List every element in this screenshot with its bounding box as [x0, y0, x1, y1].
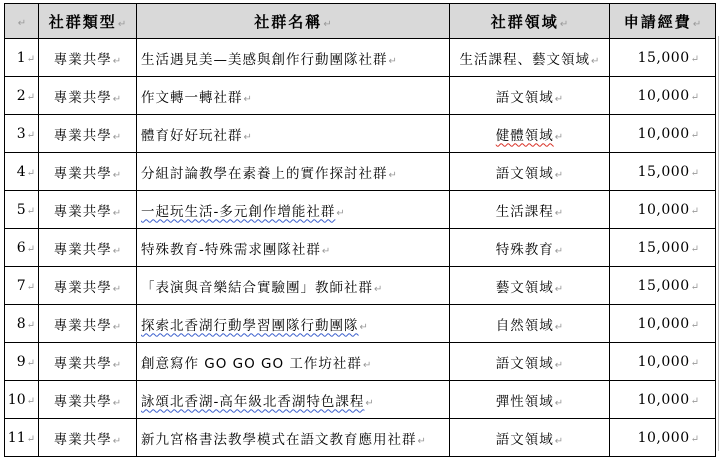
paragraph-mark-icon: ↵ [112, 55, 122, 67]
row-field[interactable] [450, 191, 610, 229]
page-edge-line [718, 36, 719, 451]
paragraph-mark-icon: ↵ [559, 18, 569, 30]
row-name-text: 新九宮格書法教學模式在語文教育應用社群 [141, 431, 417, 448]
table-row [5, 305, 716, 343]
row-field-text: 特殊教育 [495, 241, 554, 258]
paragraph-mark-icon: ↵ [112, 283, 122, 295]
row-name-text: 生活遇見美—美感與創作行動團隊社群 [141, 51, 388, 68]
paragraph-mark-icon: ↵ [112, 169, 122, 181]
row-type[interactable] [39, 115, 137, 153]
row-cost-text: 15,000 [637, 277, 690, 294]
paragraph-mark-icon: ↵ [690, 243, 699, 255]
row-field[interactable] [450, 419, 610, 457]
row-type-text: 專業共學 [53, 317, 112, 334]
row-cost[interactable] [610, 191, 716, 229]
row-cost-text: 10,000 [637, 315, 690, 332]
paragraph-mark-icon: ↵ [388, 169, 397, 181]
paragraph-mark-icon: ↵ [554, 283, 564, 295]
paragraph-mark-icon: ↵ [374, 283, 383, 295]
paragraph-mark-icon: ↵ [692, 18, 702, 30]
paragraph-mark-icon: ↵ [554, 397, 564, 409]
row-type-text: 專業共學 [53, 431, 112, 448]
paragraph-mark-icon: ↵ [362, 359, 372, 371]
row-type-text: 專業共學 [53, 51, 112, 68]
paragraph-mark-icon: ↵ [323, 18, 332, 30]
row-field-text: 語文領域 [495, 165, 554, 182]
paragraph-mark-icon: ↵ [690, 91, 699, 103]
paragraph-mark-icon: ↵ [690, 395, 699, 407]
row-type[interactable] [39, 419, 137, 457]
table-row [5, 267, 716, 305]
row-cost-text: 15,000 [637, 163, 690, 180]
row-index[interactable] [5, 153, 39, 191]
row-name[interactable] [137, 381, 450, 419]
table-row [5, 191, 716, 229]
paragraph-mark-icon: ↵ [690, 205, 699, 217]
row-index-text: 5 [16, 201, 26, 218]
row-field[interactable] [450, 153, 610, 191]
row-type[interactable] [39, 39, 137, 77]
row-cost[interactable] [610, 77, 716, 115]
paragraph-mark-icon: ↵ [690, 357, 699, 369]
paragraph-mark-icon: ↵ [26, 357, 35, 369]
row-field-text: 藝文領域 [495, 279, 554, 296]
row-cost[interactable] [610, 343, 716, 381]
row-field[interactable] [450, 115, 610, 153]
row-name[interactable] [137, 153, 450, 191]
row-index[interactable] [5, 115, 39, 153]
table-row [5, 229, 716, 267]
row-name[interactable] [137, 267, 450, 305]
row-type-text: 專業共學 [53, 241, 112, 258]
row-name[interactable] [137, 343, 450, 381]
row-name[interactable] [137, 191, 450, 229]
row-index[interactable] [5, 77, 39, 115]
row-type[interactable] [39, 343, 137, 381]
paragraph-mark-icon: ↵ [554, 169, 564, 181]
row-name-text: 分組討論教學在素養上的實作探討社群 [141, 165, 388, 182]
paragraph-mark-icon: ↵ [117, 18, 127, 30]
header-name[interactable]: 社群名稱↵ [137, 4, 450, 39]
row-index[interactable] [5, 39, 39, 77]
paragraph-mark-icon: ↵ [336, 207, 345, 219]
paragraph-mark-icon: ↵ [112, 397, 122, 409]
table-row [5, 153, 716, 191]
row-field[interactable] [450, 381, 610, 419]
row-type-text: 專業共學 [53, 203, 112, 220]
paragraph-mark-icon: ↵ [243, 131, 252, 143]
row-cost[interactable] [610, 115, 716, 153]
row-name-text: 「表演與音樂結合實驗團」教師社群 [141, 279, 373, 296]
row-name[interactable] [137, 229, 450, 267]
row-cost-text: 10,000 [637, 125, 690, 142]
row-index-text: 6 [16, 239, 26, 256]
paragraph-mark-icon: ↵ [112, 245, 122, 257]
header-type[interactable]: 社群類型↵ [39, 4, 137, 39]
row-cost-text: 10,000 [637, 353, 690, 370]
row-type-text: 專業共學 [53, 127, 112, 144]
row-cost[interactable] [610, 39, 716, 77]
header-field[interactable]: 社群領域↵ [450, 4, 610, 39]
row-field-text: 語文領域 [495, 89, 554, 106]
row-type-text: 專業共學 [53, 355, 112, 372]
row-index-text: 9 [16, 353, 26, 370]
row-field[interactable] [450, 229, 610, 267]
paragraph-mark-icon: ↵ [112, 93, 122, 105]
row-name-text: 創意寫作 GO GO GO 工作坊社群 [141, 355, 362, 372]
paragraph-mark-icon: ↵ [554, 359, 564, 371]
table-row [5, 77, 716, 115]
paragraph-mark-icon: ↵ [112, 435, 122, 447]
row-field-text: 生活課程 [495, 203, 554, 220]
row-name-text: 詠頌北香湖-高年級北香湖特色課程 [141, 393, 365, 410]
paragraph-mark-icon: ↵ [417, 435, 426, 447]
row-type[interactable] [39, 191, 137, 229]
row-type[interactable] [39, 153, 137, 191]
row-type-text: 專業共學 [53, 165, 112, 182]
document-table-container [4, 3, 715, 453]
row-index[interactable] [5, 343, 39, 381]
paragraph-mark-icon: ↵ [554, 321, 564, 333]
row-type[interactable] [39, 229, 137, 267]
paragraph-mark-icon: ↵ [690, 53, 699, 65]
header-cost[interactable]: 申請經費↵ [610, 4, 716, 39]
paragraph-mark-icon: ↵ [388, 55, 397, 67]
row-cost[interactable] [610, 229, 716, 267]
row-name[interactable] [137, 115, 450, 153]
paragraph-mark-icon: ↵ [554, 131, 564, 143]
row-cost-text: 10,000 [637, 429, 690, 446]
paragraph-mark-icon: ↵ [554, 435, 564, 447]
paragraph-mark-icon: ↵ [26, 319, 35, 331]
paragraph-mark-icon: ↵ [26, 433, 35, 445]
row-name[interactable] [137, 39, 450, 77]
row-index[interactable] [5, 191, 39, 229]
row-cost[interactable] [610, 419, 716, 457]
row-field[interactable] [450, 343, 610, 381]
paragraph-mark-icon: ↵ [365, 397, 374, 409]
row-index[interactable] [5, 305, 39, 343]
paragraph-mark-icon: ↵ [112, 321, 122, 333]
paragraph-mark-icon: ↵ [554, 93, 564, 105]
row-name[interactable] [137, 77, 450, 115]
row-cost-text: 10,000 [637, 87, 690, 104]
paragraph-mark-icon: ↵ [26, 167, 35, 179]
row-cost[interactable] [610, 267, 716, 305]
row-field-text: 語文領域 [495, 355, 554, 372]
paragraph-mark-icon: ↵ [690, 281, 699, 293]
row-index-text: 3 [16, 125, 26, 142]
row-index-text: 4 [16, 163, 26, 180]
row-type[interactable] [39, 305, 137, 343]
community-budget-table [4, 3, 716, 457]
row-name-text: 作文轉一轉社群 [141, 89, 243, 106]
row-field[interactable] [450, 267, 610, 305]
row-type[interactable] [39, 381, 137, 419]
row-cost-text: 15,000 [637, 49, 690, 66]
table-row [5, 419, 716, 457]
paragraph-mark-icon: ↵ [112, 131, 122, 143]
row-index-text: 10 [7, 391, 26, 408]
row-cost-text: 10,000 [637, 391, 690, 408]
table-row [5, 115, 716, 153]
row-type-text: 專業共學 [53, 393, 112, 410]
paragraph-mark-icon: ↵ [26, 91, 35, 103]
row-name-text: 探索北香湖行動學習團隊行動團隊 [141, 317, 359, 334]
row-type-text: 專業共學 [53, 279, 112, 296]
row-index[interactable] [5, 381, 39, 419]
row-name[interactable] [137, 305, 450, 343]
paragraph-mark-icon: ↵ [17, 18, 27, 29]
paragraph-mark-icon: ↵ [112, 359, 122, 371]
row-name-text: 特殊教育-特殊需求團隊社群 [141, 241, 321, 258]
row-field[interactable] [450, 77, 610, 115]
paragraph-mark-icon: ↵ [591, 55, 600, 67]
paragraph-mark-icon: ↵ [690, 167, 699, 179]
table-row [5, 343, 716, 381]
paragraph-mark-icon: ↵ [26, 129, 35, 141]
row-index[interactable] [5, 229, 39, 267]
row-cost[interactable] [610, 305, 716, 343]
paragraph-mark-icon: ↵ [26, 243, 35, 255]
row-index-text: 8 [16, 315, 26, 332]
row-type-text: 專業共學 [53, 89, 112, 106]
row-index[interactable] [5, 419, 39, 457]
paragraph-mark-icon: ↵ [554, 245, 564, 257]
row-field-text: 彈性領域 [495, 393, 554, 410]
paragraph-mark-icon: ↵ [243, 93, 252, 105]
row-cost[interactable] [610, 381, 716, 419]
table-row [5, 39, 716, 77]
row-name[interactable] [137, 419, 450, 457]
row-index-text: 1 [16, 49, 26, 66]
row-index-text: 7 [16, 277, 26, 294]
row-type[interactable] [39, 77, 137, 115]
row-field-text: 自然領域 [495, 317, 554, 334]
paragraph-mark-icon: ↵ [112, 207, 122, 219]
row-cost-text: 10,000 [637, 201, 690, 218]
row-name-text: 體育好好玩社群 [141, 127, 243, 144]
row-index-text: 11 [7, 429, 26, 446]
row-field[interactable] [450, 305, 610, 343]
row-name-text: 一起玩生活-多元創作增能社群 [141, 203, 336, 220]
header-index[interactable] [5, 4, 39, 39]
row-cost-text: 15,000 [637, 239, 690, 256]
paragraph-mark-icon: ↵ [690, 319, 699, 331]
paragraph-mark-icon: ↵ [321, 245, 331, 257]
paragraph-mark-icon: ↵ [690, 129, 699, 141]
paragraph-mark-icon: ↵ [26, 395, 35, 407]
paragraph-mark-icon: ↵ [26, 281, 35, 293]
paragraph-mark-icon: ↵ [690, 433, 699, 445]
table-header-row [5, 4, 716, 39]
row-cost[interactable] [610, 153, 716, 191]
row-type[interactable] [39, 267, 137, 305]
row-field[interactable] [450, 39, 610, 77]
table-row [5, 381, 716, 419]
paragraph-mark-icon: ↵ [554, 207, 564, 219]
row-index-text: 2 [16, 87, 26, 104]
row-field-text: 健體領域 [495, 127, 554, 144]
paragraph-mark-icon: ↵ [26, 53, 35, 65]
row-field-text: 生活課程、藝文領域 [459, 51, 591, 68]
row-field-text: 語文領域 [495, 431, 554, 448]
paragraph-mark-icon: ↵ [359, 321, 368, 333]
row-index[interactable] [5, 267, 39, 305]
paragraph-mark-icon: ↵ [26, 205, 35, 217]
